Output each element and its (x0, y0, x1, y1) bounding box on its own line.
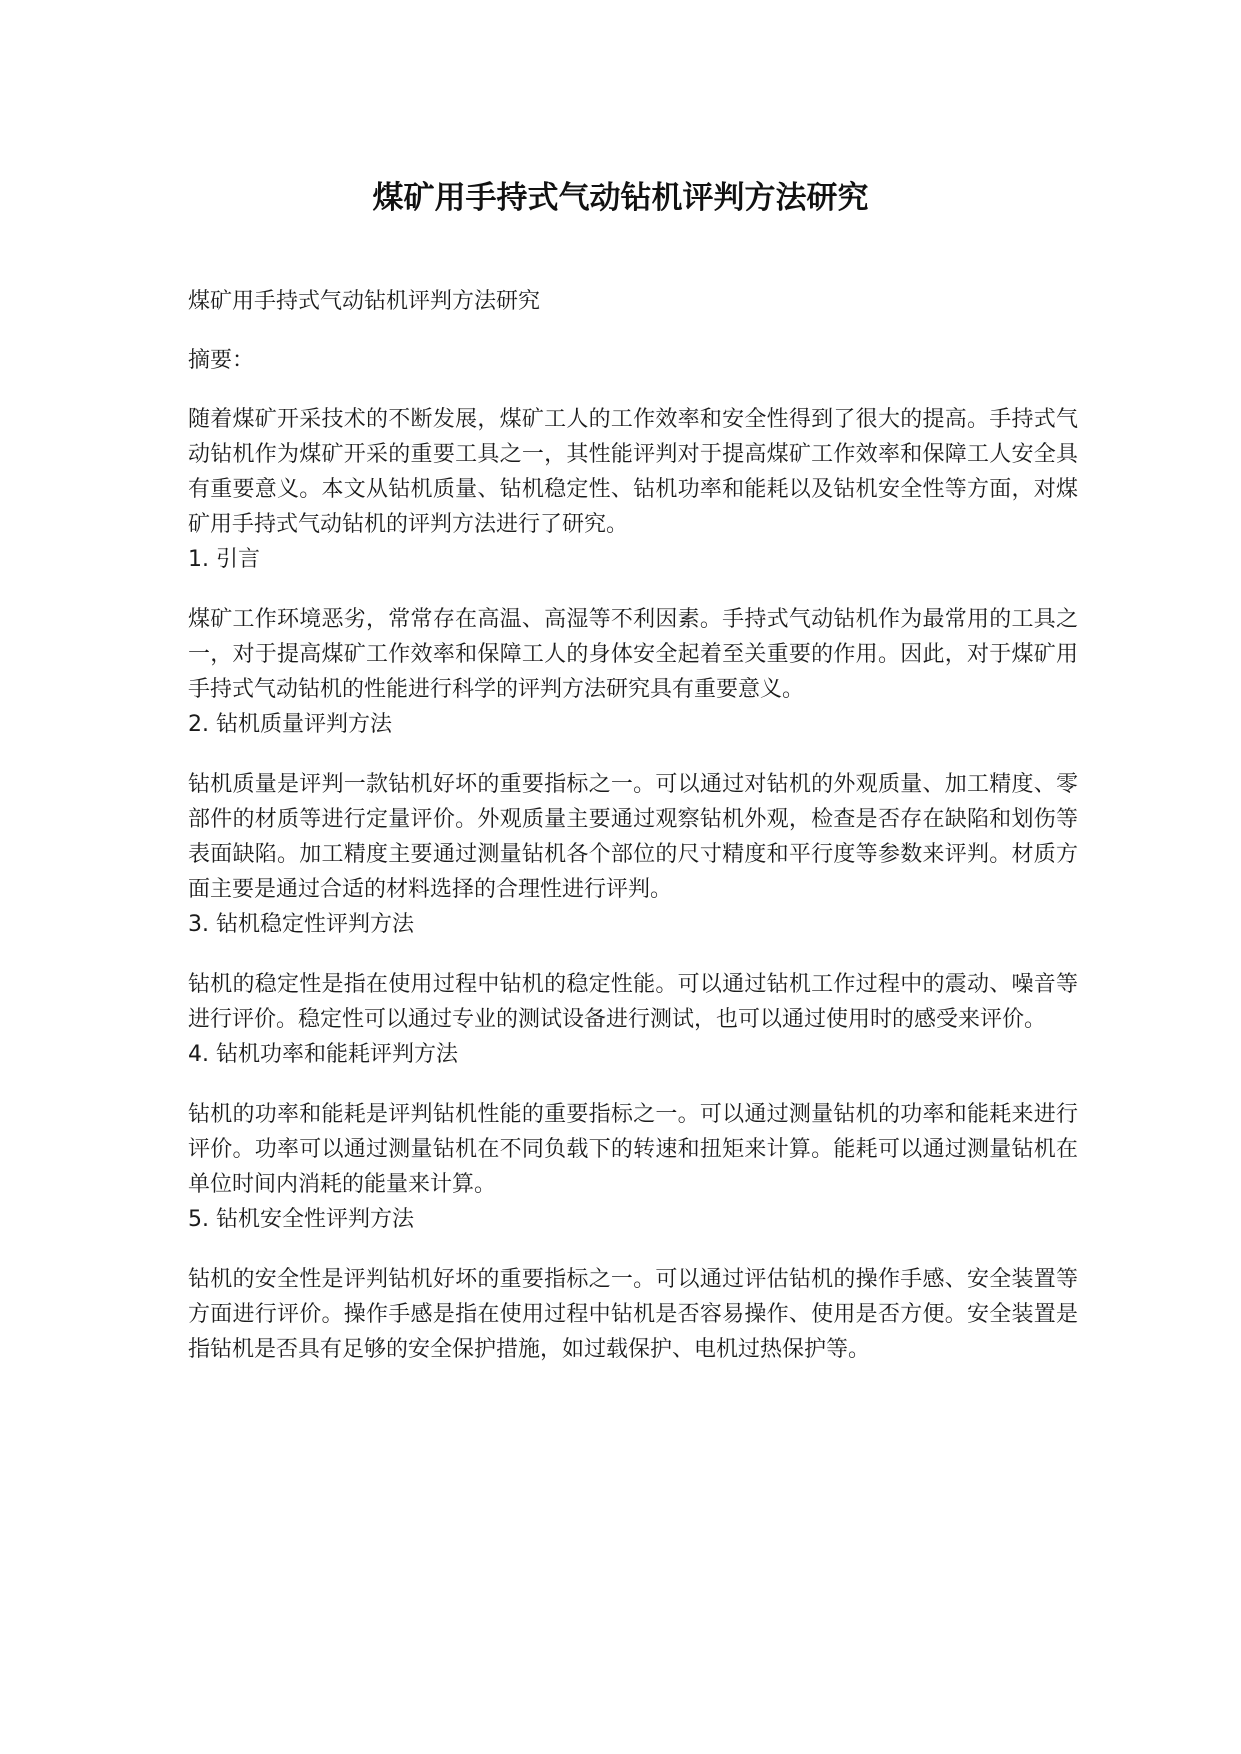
section-paragraph-power: 钻机的功率和能耗是评判钻机性能的重要指标之一。可以通过测量钻机的功率和能耗来进行评价。功率可以通过测量钻机在不同负载下的转速和扭矩来计算。能耗可以通过测量钻机在单位时间内消耗的能量来计算。 (188, 1102, 1078, 1197)
abstract-label: 摘要： (188, 348, 255, 373)
section-paragraph-safety: 钻机的安全性是评判钻机好坏的重要指标之一。可以通过评估钻机的操作手感、安全装置等方面进行评价。操作手感是指在使用过程中钻机是否容易操作、使用是否方便。安全装置是指钻机是否具有足够的安全保护措施，如过载保护、电机过热保护等。 (188, 1267, 1078, 1362)
document-body (188, 284, 1078, 1367)
abstract-paragraph: 随着煤矿开采技术的不断发展，煤矿工人的工作效率和安全性得到了很大的提高。手持式气动钻机作为煤矿开采的重要工具之一，其性能评判对于提高煤矿工作效率和保障工人安全具有重要意义。本文从钻机质量、钻机稳定性、钻机功率和能耗以及钻机安全性等方面，对煤矿用手持式气动钻机的评判方法进行了研究。 (188, 407, 1078, 537)
section-heading-introduction: 1. 引言 (188, 547, 260, 572)
section-paragraph-quality: 钻机质量是评判一款钻机好坏的重要指标之一。可以通过对钻机的外观质量、加工精度、零部件的材质等进行定量评价。外观质量主要通过观察钻机外观，检查是否存在缺陷和划伤等表面缺陷。加工精度主要通过测量钻机各个部位的尺寸精度和平行度等参数来评判。材质方面主要是通过合适的材料选择的合理性进行评判。 (188, 772, 1078, 902)
section-heading-quality: 2. 钻机质量评判方法 (188, 712, 392, 737)
section-paragraph-stability: 钻机的稳定性是指在使用过程中钻机的稳定性能。可以通过钻机工作过程中的震动、噪音等进行评价。稳定性可以通过专业的测试设备进行测试，也可以通过使用时的感受来评价。 (188, 972, 1078, 1032)
document-subtitle: 煤矿用手持式气动钻机评判方法研究 (188, 289, 541, 314)
section-heading-power: 4. 钻机功率和能耗评判方法 (188, 1042, 458, 1067)
section-paragraph-introduction: 煤矿工作环境恶劣，常常存在高温、高湿等不利因素。手持式气动钻机作为最常用的工具之一，对于提高煤矿工作效率和保障工人的身体安全起着至关重要的作用。因此，对于煤矿用手持式气动钻机的性能进行科学的评判方法研究具有重要意义。 (188, 607, 1078, 702)
section-heading-safety: 5. 钻机安全性评判方法 (188, 1207, 414, 1232)
section-heading-stability: 3. 钻机稳定性评判方法 (188, 912, 414, 937)
document-title: 煤矿用手持式气动钻机评判方法研究 (372, 180, 869, 216)
